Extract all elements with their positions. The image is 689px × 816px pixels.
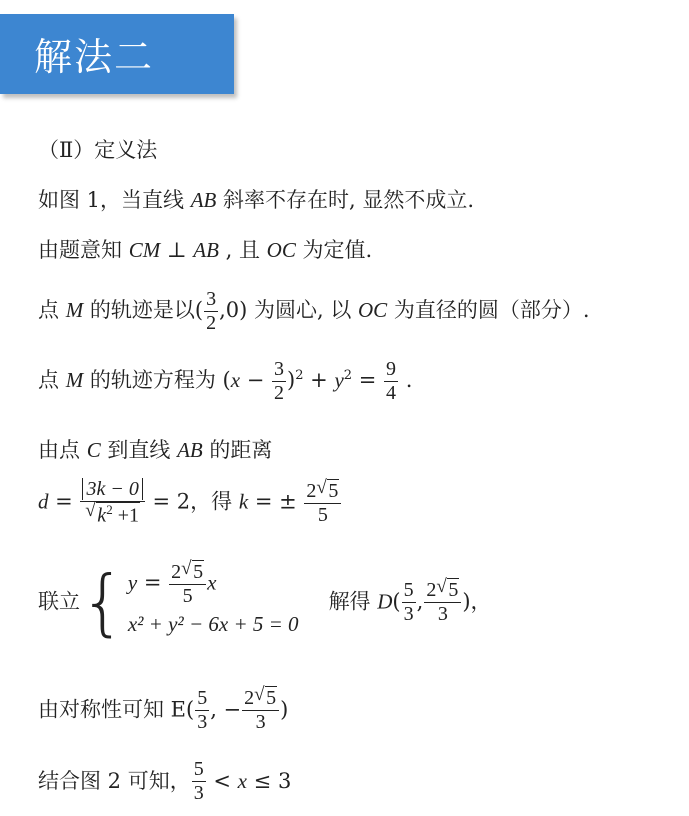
math-var: C — [86, 438, 101, 462]
exponent: 2 — [295, 368, 304, 383]
banner-title: 解法二 — [34, 35, 155, 79]
text: 的距离 — [202, 438, 273, 462]
text: ) — [280, 697, 289, 722]
text: = 2，得 — [145, 489, 239, 514]
math-var: AB — [193, 238, 219, 262]
math-var: CM — [128, 238, 161, 262]
line-conclusion — [38, 758, 291, 805]
math-var: OC — [358, 298, 388, 322]
text: , — [416, 589, 424, 614]
fraction: $\frac{3}{2}$ — [274, 358, 285, 404]
text: ⊥ — [160, 238, 194, 262]
text: , − — [210, 697, 242, 722]
text: ,0) 为圆心, 以 — [219, 298, 358, 322]
brace: { — [80, 560, 126, 644]
text: 斜率不存在时, 显然不成立. — [216, 188, 475, 212]
math-var: AB — [177, 438, 203, 462]
fraction: $\frac{9}{4}$ — [386, 358, 397, 404]
line-locus — [38, 288, 590, 335]
fraction: $\frac{3}{2}$ — [206, 288, 217, 334]
text: = — [352, 368, 384, 392]
math-var: D — [377, 589, 393, 614]
math-var: AB — [190, 188, 217, 212]
math-var: x — [237, 769, 247, 793]
math-var: d — [38, 489, 49, 514]
text: 为定值. — [295, 238, 373, 262]
math-var: y — [334, 368, 344, 392]
text: − — [240, 368, 272, 392]
line-locus-equation — [38, 358, 412, 405]
text: < — [206, 769, 238, 793]
text: = ± — [248, 489, 304, 514]
math-var: OC — [266, 238, 296, 262]
text: ( — [392, 589, 401, 614]
math-var: M — [65, 368, 84, 392]
text: ) — [287, 368, 296, 392]
text: )， — [462, 589, 492, 614]
line-distance — [38, 440, 272, 461]
line-distance-formula — [38, 478, 342, 528]
fraction: 3k − 0 √ $k^2 +1$ — [80, 478, 144, 528]
fraction: $\frac{5}{3}$ — [193, 758, 204, 804]
text: 到直线 — [100, 438, 178, 462]
text: 为直径的圆（部分）. — [387, 298, 590, 322]
math-var: x — [230, 368, 241, 392]
text: 如图 1，当直线 — [38, 188, 191, 212]
text: 联立 — [38, 589, 80, 614]
section-banner — [0, 14, 234, 94]
text: 点 — [38, 368, 66, 392]
equation-system: y = $\frac{2√ 5}{5}$ x x² + y² − 6x + 5 = 0 — [128, 560, 299, 644]
line-symmetry — [38, 686, 288, 734]
text: 点 — [38, 298, 66, 322]
fraction: $\frac{2√ 5}{5}$ — [304, 479, 341, 527]
line-system — [38, 560, 492, 644]
text: 的轨迹是以( — [83, 298, 204, 322]
text: . — [399, 368, 413, 392]
text: （Ⅱ）定义法 — [38, 138, 158, 162]
math-var: M — [65, 298, 84, 322]
math-var: k — [238, 489, 249, 514]
line-slope — [38, 190, 474, 211]
text: + — [303, 368, 335, 392]
text: , 且 — [218, 238, 267, 262]
text: 由题意知 — [38, 238, 129, 262]
text: 结合图 2 可知， — [38, 769, 191, 793]
text: 由点 — [38, 438, 87, 462]
exponent: 2 — [343, 368, 353, 383]
fraction: $\frac{5}{3}$ — [197, 686, 208, 733]
fraction: $\frac{2√ 5}{3}$ — [242, 686, 279, 734]
text: = — [48, 489, 80, 514]
fraction: $\frac{2√ 5}{3}$ — [424, 578, 461, 626]
text: 由对称性可知 E( — [38, 697, 195, 722]
text: 解得 — [328, 589, 378, 614]
fraction: $\frac{5}{3}$ — [403, 578, 414, 625]
line-perpendicular — [38, 240, 372, 261]
line-method-heading — [38, 140, 157, 161]
text: ≤ 3 — [247, 769, 292, 793]
text: 的轨迹方程为 ( — [83, 368, 231, 392]
